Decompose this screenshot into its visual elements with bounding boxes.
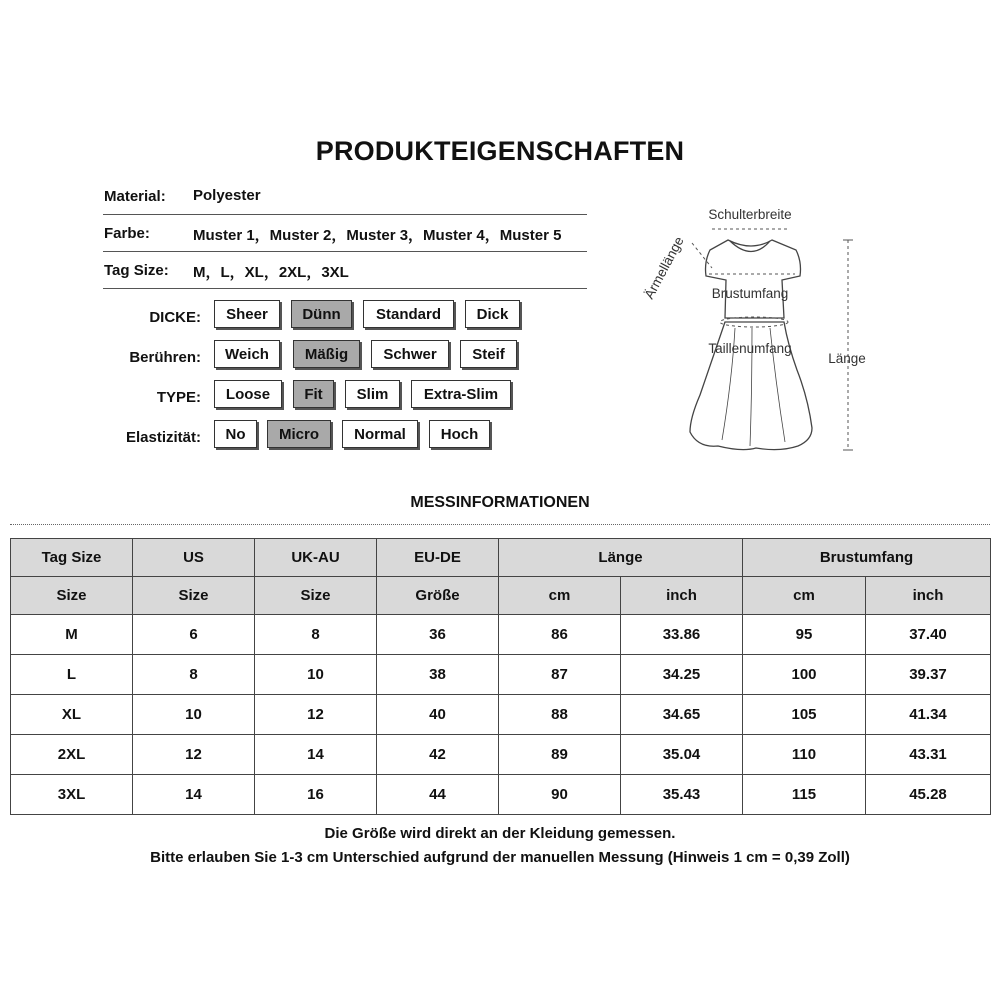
thickness-option-sheer: Sheer (214, 300, 280, 328)
sleeve-length-label: Ärmellänge (641, 234, 687, 302)
tag-size-label: Tag Size: (104, 262, 169, 279)
thickness-option-duenn: Dünn (291, 300, 352, 328)
header-cell: UK-AU (255, 539, 377, 577)
table-cell: 2XL (11, 735, 133, 775)
table-row (11, 775, 991, 815)
subheader-cell: Größe (377, 577, 499, 615)
table-cell: 110 (743, 735, 866, 775)
table-row (11, 735, 991, 775)
header-cell: Tag Size (11, 539, 133, 577)
subheader-cell: cm (499, 577, 621, 615)
subheader-cell: cm (743, 577, 866, 615)
size-table (10, 538, 991, 815)
shoulder-width-label: Schulterbreite (708, 207, 792, 222)
tolerance-note: Bitte erlauben Sie 1-3 cm Unterschied aufgrund der manuellen Messung (Hinweis 1 cm = 0,39 Zoll) (150, 849, 850, 866)
type-option-slim: Slim (345, 380, 400, 408)
table-cell: 10 (255, 655, 377, 695)
table-cell: 89 (499, 735, 621, 775)
elasticity-option-hoch: Hoch (429, 420, 490, 448)
table-row (11, 655, 991, 695)
header-cell: Länge (499, 539, 743, 577)
dotted-divider (10, 524, 990, 525)
subheader-cell: inch (621, 577, 743, 615)
elasticity-option-normal: Normal (342, 420, 418, 448)
type-option-fit: Fit (293, 380, 334, 408)
table-cell: M (11, 615, 133, 655)
table-cell: XL (11, 695, 133, 735)
waist-label: Taillenumfang (708, 341, 792, 356)
table-cell: 90 (499, 775, 621, 815)
table-cell: 8 (255, 615, 377, 655)
divider (103, 288, 587, 289)
table-cell: 34.25 (621, 655, 743, 695)
page-title: PRODUKTEIGENSCHAFTEN (315, 136, 685, 166)
table-row (11, 695, 991, 735)
header-cell: Brustumfang (743, 539, 991, 577)
table-cell: 33.86 (621, 615, 743, 655)
divider (103, 214, 587, 215)
bust-label: Brustumfang (711, 286, 789, 301)
table-cell: 3XL (11, 775, 133, 815)
measurement-note: Die Größe wird direkt an der Kleidung gemessen. (324, 825, 676, 842)
table-cell: 88 (499, 695, 621, 735)
length-label: Länge (828, 351, 866, 366)
touch-option-maessig: Mäßig (293, 340, 360, 368)
table-cell: 38 (377, 655, 499, 695)
table-cell: 86 (499, 615, 621, 655)
section-title: MESSINFORMATIONEN (410, 494, 590, 511)
dress-diagram (620, 200, 900, 470)
table-cell: 43.31 (866, 735, 991, 775)
table-cell: 10 (133, 695, 255, 735)
divider (103, 251, 587, 252)
table-cell: 37.40 (866, 615, 991, 655)
table-cell: 12 (133, 735, 255, 775)
elasticity-option-no: No (214, 420, 257, 448)
elasticity-label: Elastizität: (125, 429, 201, 446)
type-option-extra-slim: Extra-Slim (411, 380, 511, 408)
table-cell: 115 (743, 775, 866, 815)
elasticity-option-micro: Micro (267, 420, 331, 448)
table-cell: 39.37 (866, 655, 991, 695)
table-cell: 87 (499, 655, 621, 695)
table-cell: 95 (743, 615, 866, 655)
color-value: Muster 1，Muster 2，Muster 3，Muster 4，Muster 5 (193, 227, 562, 244)
material-value: Polyester (193, 187, 261, 204)
type-label: TYPE: (156, 389, 201, 406)
tag-size-value: M，L，XL，2XL，3XL (193, 264, 349, 281)
table-cell: 12 (255, 695, 377, 735)
touch-option-schwer: Schwer (371, 340, 449, 368)
table-row (11, 615, 991, 655)
subheader-cell: Size (133, 577, 255, 615)
table-cell: 44 (377, 775, 499, 815)
touch-option-weich: Weich (214, 340, 280, 368)
thickness-option-dick: Dick (465, 300, 520, 328)
table-cell: 100 (743, 655, 866, 695)
subheader-cell: Size (255, 577, 377, 615)
subheader-cell: Size (11, 577, 133, 615)
touch-option-steif: Steif (460, 340, 517, 368)
table-cell: 14 (255, 735, 377, 775)
table-cell: 105 (743, 695, 866, 735)
table-cell: 14 (133, 775, 255, 815)
table-cell: 6 (133, 615, 255, 655)
header-cell: EU-DE (377, 539, 499, 577)
color-label: Farbe: (104, 225, 150, 242)
table-header-row (11, 539, 991, 577)
table-cell: 34.65 (621, 695, 743, 735)
material-label: Material: (104, 188, 166, 205)
header-cell: US (133, 539, 255, 577)
thickness-label: DICKE: (149, 309, 201, 326)
table-cell: 42 (377, 735, 499, 775)
table-cell: L (11, 655, 133, 695)
table-cell: 36 (377, 615, 499, 655)
type-option-loose: Loose (214, 380, 282, 408)
touch-label: Berühren: (129, 349, 201, 366)
subheader-cell: inch (866, 577, 991, 615)
thickness-option-standard: Standard (363, 300, 454, 328)
table-cell: 45.28 (866, 775, 991, 815)
measure-guides-icon (692, 229, 848, 450)
table-cell: 35.43 (621, 775, 743, 815)
table-cell: 16 (255, 775, 377, 815)
table-cell: 8 (133, 655, 255, 695)
table-subheader-row (11, 577, 991, 615)
table-cell: 40 (377, 695, 499, 735)
table-cell: 35.04 (621, 735, 743, 775)
table-cell: 41.34 (866, 695, 991, 735)
